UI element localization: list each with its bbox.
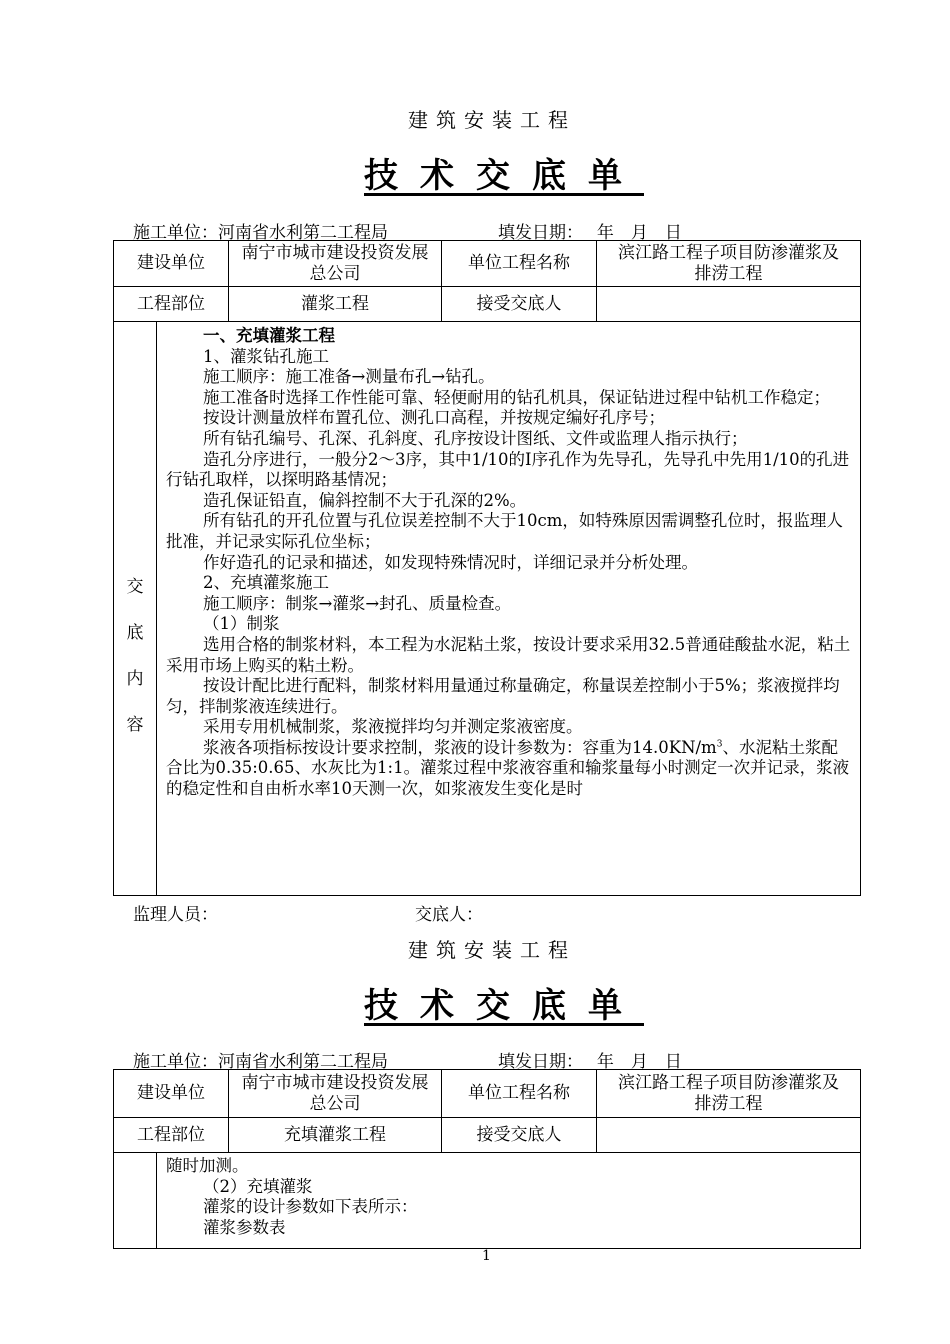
paragraph: 所有钻孔编号、孔深、孔斜度、孔序按设计图纸、文件或监理人指示执行； [203,428,748,448]
item-heading: （2）充填灌浆 [203,1176,313,1196]
paragraph: 选用合格的制浆材料，本工程为水泥粘土浆，按设计要求采用32.5普通硅酸盐水泥，粘土采用市场上购买的粘土粉。 [166,634,851,675]
paragraph: 采用专用机械制浆，浆液搅拌均匀并测定浆液密度。 [203,717,583,737]
sheet1-discloser-label: 交底人： [415,905,483,925]
paragraph: 施工顺序：施工准备→测量布孔→钻孔。 [203,367,495,387]
sheet2-title: 技术交底单 [364,986,644,1026]
sheet1-subtitle: 建筑安装工程 [408,108,576,132]
paragraph-slurry-params: 浆液各项指标按设计要求控制，浆液的设计参数为：容重为$14.0KN/m^3$、水泥粘土浆配合比为0.35:0.65、水灰比为1:1。灌浆过程中浆液容重和输浆量每小时测定一次并记录，浆液的稳定性和自由析水率10天测一次，如浆液发生变化是时 [166,737,850,799]
sheet2-content-text [166,1156,852,1238]
sheet2-issue-date: 填发日期： 年 月 日 [498,1052,682,1072]
sheet2-build-unit-value: 南宁市城市建设投资发展总公司 [228,1069,442,1118]
sheet2-construction-unit: 施工单位：河南省水利第二工程局 [133,1052,388,1072]
paragraph: 按设计测量放样布置孔位、测孔口高程，并按规定编好孔序号； [203,408,665,428]
sheet2-receiver-value [596,1117,861,1153]
item-heading: （1）制浆 [203,614,280,634]
paragraph: 所有钻孔的开孔位置与孔位误差控制不大于10cm，如特殊原因需调整孔位时，报监理人批准，并记录实际孔位坐标； [166,511,843,551]
sheet1-content-text [166,326,852,800]
sheet1-part-value: 灌浆工程 [228,286,442,322]
subsection-heading: 2、充填灌浆施工 [203,573,329,593]
paragraph: 造孔分序进行，一般分2～3序，其中1/10的Ⅰ序孔作为先导孔，先导孔中先用1/10的孔进行钻孔取样，以探明路基情况； [166,449,850,490]
sheet1-build-unit-value: 南宁市城市建设投资发展总公司 [228,240,442,287]
paragraph: 施工顺序：制浆→灌浆→封孔、质量检查。 [203,593,512,613]
sheet1-project-name-label: 单位工程名称 [441,240,597,287]
sheet1-side-label: 交 底 内 容 [126,577,144,735]
section-heading: 一、充填灌浆工程 [203,326,335,345]
paragraph: 灌浆的设计参数如下表所示： [203,1197,418,1217]
subsection-heading: 1、灌浆钻孔施工 [203,346,329,366]
sheet2-receiver-label: 接受交底人 [441,1117,597,1153]
sheet1-build-unit-label: 建设单位 [113,240,229,287]
sheet2-build-unit-label: 建设单位 [113,1069,229,1118]
table-caption: 灌浆参数表 [203,1217,286,1237]
paragraph: 施工准备时选择工作性能可靠、轻便耐用的钻孔机具，保证钻进过程中钻机工作稳定； [203,387,830,407]
paragraph: 作好造孔的记录和描述，如发现特殊情况时，详细记录并分析处理。 [203,552,698,572]
sheet2-project-name-value: 滨江路工程子项目防渗灌浆及排涝工程 [596,1069,861,1118]
paragraph: 按设计配比进行配料，制浆材料用量通过称量确定，称量误差控制小于5%；浆液搅拌均匀，拌制浆液连续进行。 [166,676,840,716]
sheet2-part-label: 工程部位 [113,1117,229,1153]
sheet1-receiver-value [596,286,861,322]
sheet1-title: 技术交底单 [364,156,644,196]
sheet2-subtitle: 建筑安装工程 [408,938,576,962]
sheet2-part-value: 充填灌浆工程 [228,1117,442,1153]
sheet2-project-name-label: 单位工程名称 [441,1069,597,1118]
sheet1-part-label: 工程部位 [113,286,229,322]
page-number: 1 [482,1248,491,1264]
paragraph: 随时加测。 [166,1156,249,1175]
paragraph: 造孔保证铅直，偏斜控制不大于孔深的2%。 [203,490,527,510]
sheet1-project-name-value: 滨江路工程子项目防渗灌浆及排涝工程 [596,240,861,287]
sheet1-issue-date: 填发日期： 年 月 日 [498,223,682,243]
sheet1-supervisor-label: 监理人员： [133,905,218,925]
sheet1-receiver-label: 接受交底人 [441,286,597,322]
sheet1-content-cell [113,321,861,896]
sheet2-content-cell [113,1152,861,1249]
sheet1-construction-unit: 施工单位：河南省水利第二工程局 [133,223,388,243]
